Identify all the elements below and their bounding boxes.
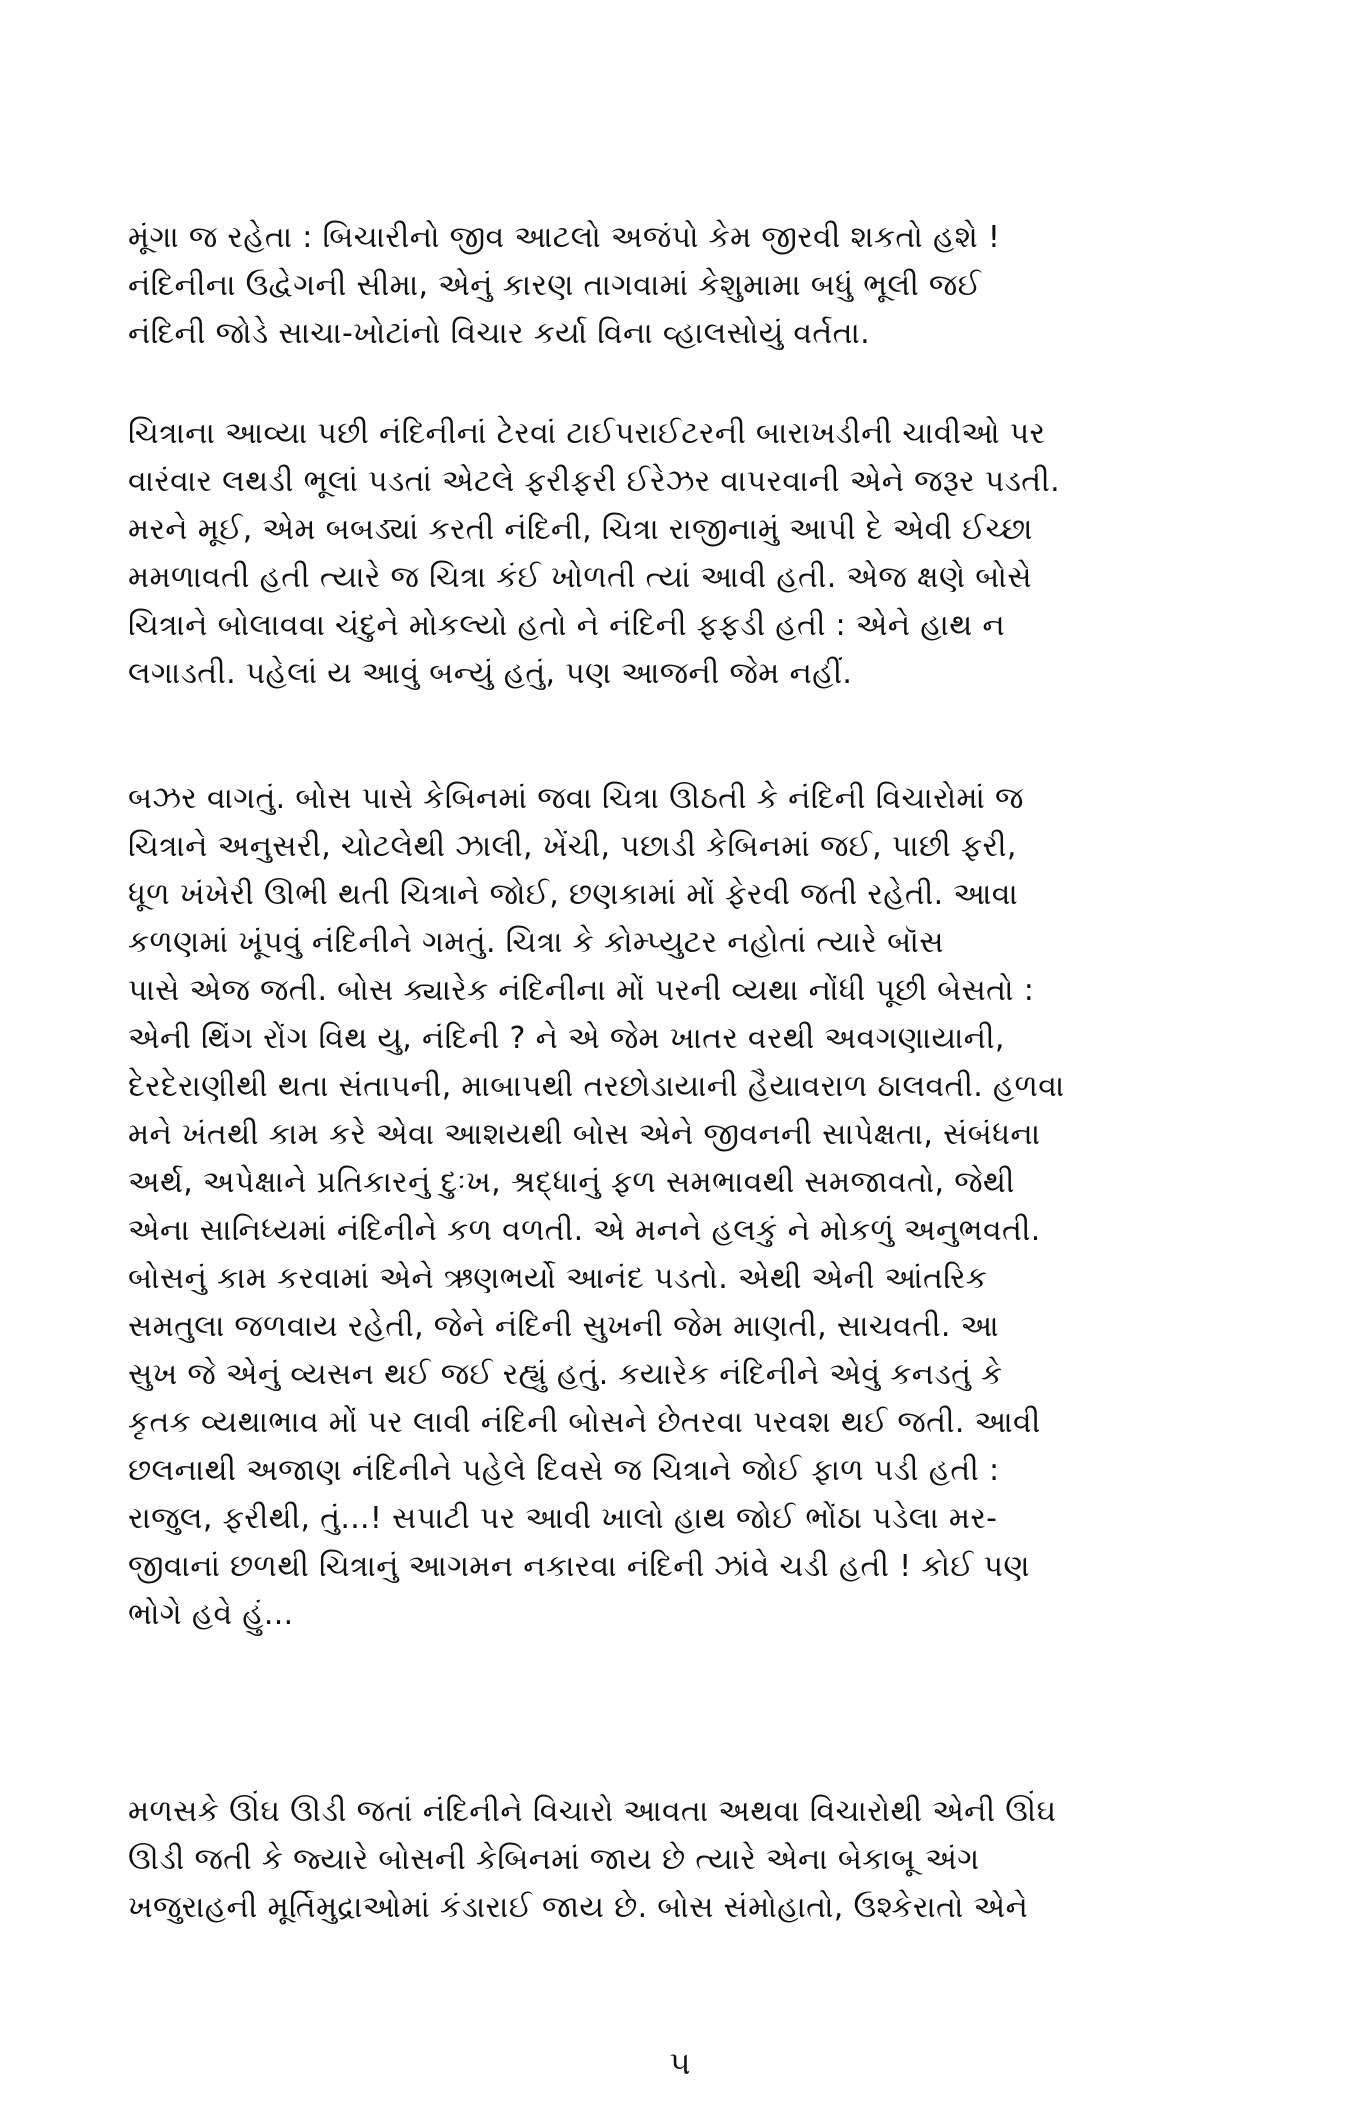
- text-line: દેરદેરાણીથી થતા સંતાપની, માબાપથી તરછોડાયાની હૈયાવરાળ ઠાલવતી. હળવા: [128, 1069, 1065, 1104]
- text-line: બોસનું કામ કરવામાં એને ઋણભર્યો આનંદ પડતો. એથી એની આંતરિક: [128, 1261, 988, 1296]
- paragraph-2: [128, 410, 1236, 698]
- text-line: અર્થ, અપેક્ષાને પ્રતિકારનું દુઃખ, શ્રદ્ધાનું ફળ સમભાવથી સમજાવતો, જેથી: [128, 1165, 1015, 1200]
- text-line: એના સાનિધ્યમાં નંદિનીને કળ વળતી. એ મનને હલકું ને મોકળું અનુભવતી.: [128, 1213, 1041, 1248]
- text-line: ધૂળ ખંખેરી ઊભી થતી ચિત્રાને જોઈ, છણકામાં મોં ફેરવી જતી રહેતી. આવા: [128, 877, 1019, 912]
- text-line: રાજુલ, ફરીથી, તું...! સપાટી પર આવી ખાલો હાથ જોઈ ભોંઠા પડેલા મર-: [128, 1501, 998, 1536]
- paragraph-4: [128, 1788, 1236, 1932]
- paragraph-3: [128, 775, 1236, 1639]
- text-line: છલનાથી અજાણ નંદિનીને પહેલે દિવસે જ ચિત્રાને જોઈ ફાળ પડી હતી :: [128, 1453, 1000, 1488]
- text-line: ચિત્રાના આવ્યા પછી નંદિનીનાં ટેરવાં ટાઈપરાઈટરની બારાખડીની ચાવીઓ પર: [128, 416, 1046, 451]
- text-line: ભોગે હવે હું...: [128, 1597, 294, 1632]
- text-line: મળસકે ઊંઘ ઊડી જતાં નંદિનીને વિચારો આવતા અથવા વિચારોથી એની ઊંઘ: [128, 1794, 1057, 1829]
- text-line: મરને મૂઈ, એમ બબડ્યાં કરતી નંદિની, ચિત્રા રાજીનામું આપી દે એવી ઈચ્છા: [128, 512, 1033, 547]
- text-line: સુખ જે એનું વ્યસન થઈ જઈ રહ્યું હતું. કયારેક નંદિનીને એવું કનડતું કે: [128, 1357, 1003, 1392]
- text-line: કૃતક વ્યથાભાવ મોં પર લાવી નંદિની બોસને છેતરવા પરવશ થઈ જતી. આવી: [128, 1405, 1041, 1440]
- paragraph-text: [128, 775, 1236, 1639]
- text-line: નંદિની જોડે સાચા-ખોટાંનો વિચાર કર્યા વિના વ્હાલસોયું વર્તતા.: [128, 316, 870, 351]
- text-line: ચિત્રાને બોલાવવા ચંદુને મોકલ્યો હતો ને નંદિની ફફડી હતી : એને હાથ ન: [128, 608, 1005, 643]
- text-line: મૂંગા જ રહેતા : બિચારીનો જીવ આટલો અજંપો કેમ જીરવી શકતો હશે !: [128, 220, 1001, 255]
- text-line: ખજુરાહની મૂર્તિમુદ્રાઓમાં કંડારાઈ જાય છે. બોસ સંમોહાતો, ઉશ્કેરાતો એને: [128, 1890, 1029, 1925]
- text-line: મને ખંતથી કામ કરે એવા આશયથી બોસ એને જીવનની સાપેક્ષતા, સંબંધના: [128, 1117, 1041, 1152]
- text-line: સમતુલા જળવાય રહેતી, જેને નંદિની સુખની જેમ માણતી, સાચવતી. આ: [128, 1309, 999, 1344]
- text-line: ઊડી જતી કે જ્યારે બોસની કેબિનમાં જાય છે ત્યારે એના બેકાબૂ અંગ: [128, 1842, 980, 1877]
- text-line: ચિત્રાને અનુસરી, ચોટલેથી ઝાલી, ખેંચી, પછાડી કેબિનમાં જઈ, પાછી ફરી,: [128, 829, 1017, 864]
- paragraph-text: [128, 410, 1236, 698]
- page-number: ૫: [669, 2044, 691, 2082]
- text-line: નંદિનીના ઉદ્વેગની સીમા, એનું કારણ તાગવામાં કેશુમામા બધું ભૂલી જઈ: [128, 268, 982, 303]
- text-line: લગાડતી. પહેલાં ય આવું બન્યું હતું, પણ આજની જેમ નહીં.: [128, 656, 853, 691]
- text-line: કળણમાં ખૂંપવું નંદિનીને ગમતું. ચિત્રા કે કોમ્પ્યુટર નહોતાં ત્યારે બૉસ: [128, 925, 944, 960]
- paragraph-1: [128, 214, 1236, 358]
- text-line: મમળાવતી હતી ત્યારે જ ચિત્રા કંઈ ખોળતી ત્યાં આવી હતી. એજ ક્ષણે બોસે: [128, 560, 1032, 595]
- text-line: જીવાનાં છળથી ચિત્રાનું આગમન નકારવા નંદિની ઝાંવે ચડી હતી ! કોઈ પણ: [128, 1549, 1030, 1584]
- text-line: વારંવાર લથડી ભૂલાં પડતાં એટલે ફરીફરી ઈરેઝર વાપરવાની એને જરૂર પડતી.: [128, 464, 1060, 499]
- text-line: બઝર વાગતું. બોસ પાસે કેબિનમાં જવા ચિત્રા ઊઠતી કે નંદિની વિચારોમાં જ: [128, 781, 1024, 816]
- paragraph-text: [128, 1788, 1236, 1932]
- text-line: પાસે એજ જતી. બોસ ક્યારેક નંદિનીના મોં પરની વ્યથા નોંધી પૂછી બેસતો :: [128, 973, 1035, 1008]
- text-line: એની થિંગ રોંગ વિથ યુ, નંદિની ? ને એ જેમ ખાતર વરથી અવગણાયાની,: [128, 1021, 1005, 1056]
- paragraph-text: [128, 214, 1236, 358]
